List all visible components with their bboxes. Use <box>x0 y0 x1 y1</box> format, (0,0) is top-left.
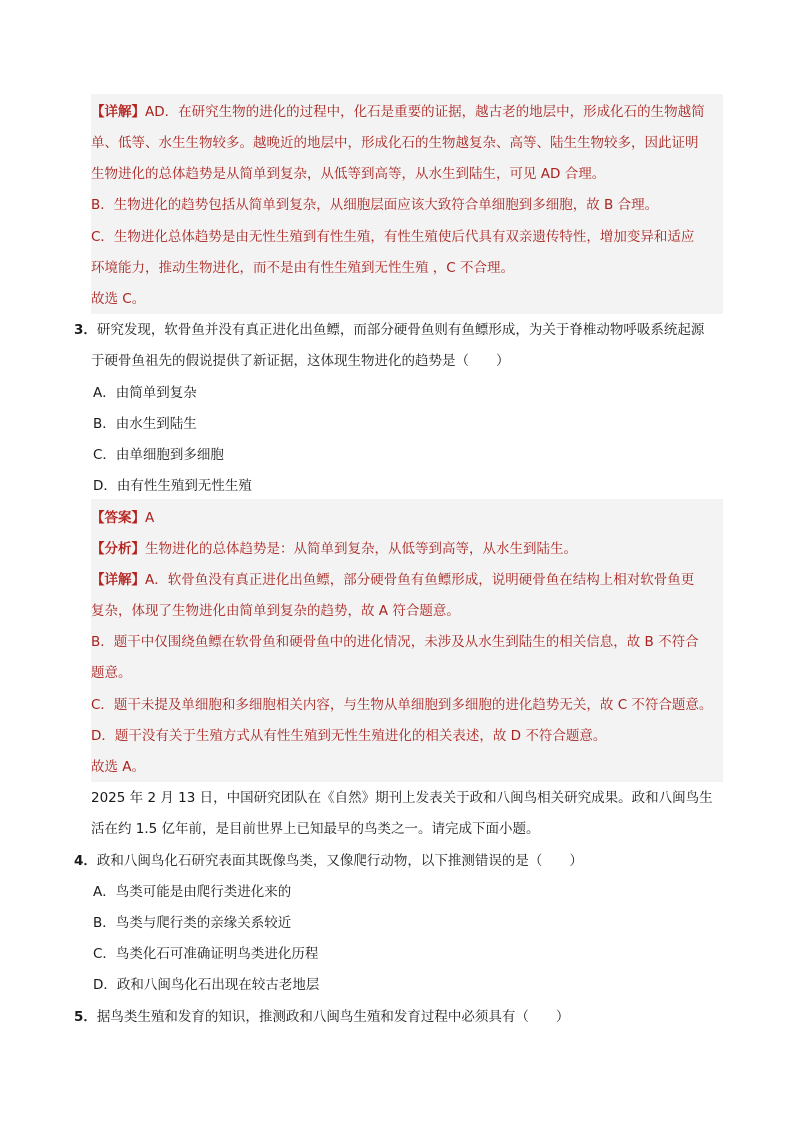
answer-line: 【答案】A <box>91 510 155 526</box>
passage-line: 2025 年 2 月 13 日，中国研究团队在《自然》期刊上发表关于政和八闽鸟相关研究成果。政和八闽鸟生 <box>91 790 713 806</box>
detail-line: B．生物进化的趋势包括从简单到复杂，从细胞层面应该大致符合单细胞到多细胞，故 B 合理。 <box>91 197 659 213</box>
option-c: C．由单细胞到多细胞 <box>93 447 224 463</box>
conclusion-line: 故选 A。 <box>91 759 146 775</box>
detail-line: 【详解】A．软骨鱼没有真正进化出鱼鳔，部分硬骨鱼有鱼鳔形成，说明硬骨鱼在结构上相对软骨鱼更 <box>91 572 695 588</box>
detail-tag: 【详解】 <box>91 104 145 120</box>
option-a: A．鸟类可能是由爬行类进化来的 <box>93 884 292 900</box>
option-d: D．政和八闽鸟化石出现在较古老地层 <box>93 977 320 993</box>
detail-line: 单、低等、水生生物较多。越晚近的地层中，形成化石的生物越复杂、高等、陆生生物较多，因此证明 <box>91 135 699 151</box>
question-number: 3． <box>74 322 97 338</box>
detail-line: C．题干未提及单细胞和多细胞相关内容，与生物从单细胞到多细胞的进化趋势无关，故 C 不符合题意。 <box>91 697 713 713</box>
question-3-stem-cont: 于硬骨鱼祖先的假说提供了新证据，这体现生物进化的趋势是（ ） <box>91 353 510 369</box>
question-number: 4． <box>74 853 97 869</box>
passage-line: 活在约 1.5 亿年前，是目前世界上已知最早的鸟类之一。请完成下面小题。 <box>91 821 540 837</box>
detail-line: C．生物进化总体趋势是由无性生殖到有性生殖，有性生殖使后代具有双亲遗传特性，增加变异和适应 <box>91 229 695 245</box>
analysis-line: 【分析】生物进化的总体趋势是：从简单到复杂，从低等到高等，从水生到陆生。 <box>91 541 577 557</box>
question-number: 5． <box>74 1009 97 1025</box>
question-3-stem: 3．研究发现，软骨鱼并没有真正进化出鱼鳔，而部分硬骨鱼则有鱼鳔形成，为关于脊椎动物呼吸系统起源 <box>74 322 705 338</box>
detail-line: D．题干没有关于生殖方式从有性生殖到无性生殖进化的相关表述，故 D 不符合题意。 <box>91 728 607 744</box>
detail-line: 环境能力，推动生物进化，而不是由有性生殖到无性生殖 ，C 不合理。 <box>91 260 515 276</box>
option-c: C．鸟类化石可准确证明鸟类进化历程 <box>93 946 319 962</box>
question-5-stem: 5．据鸟类生殖和发育的知识，推测政和八闽鸟生殖和发育过程中必须具有（ ） <box>74 1009 570 1025</box>
option-b: B．由水生到陆生 <box>93 416 197 432</box>
detail-line: 题意。 <box>91 665 132 681</box>
detail-tag: 【详解】 <box>91 572 145 588</box>
conclusion-line: 故选 C。 <box>91 291 146 307</box>
analysis-tag: 【分析】 <box>91 541 145 557</box>
detail-line: 【详解】AD．在研究生物的进化的过程中，化石是重要的证据，越古老的地层中，形成化石的生物越简 <box>91 104 705 120</box>
answer-tag: 【答案】 <box>91 510 145 526</box>
option-a: A．由简单到复杂 <box>93 385 197 401</box>
option-d: D．由有性生殖到无性生殖 <box>93 478 252 494</box>
question-4-stem: 4．政和八闽鸟化石研究表面其既像鸟类，又像爬行动物，以下推测错误的是（ ） <box>74 853 583 869</box>
detail-line: B．题干中仅围绕鱼鳔在软骨鱼和硬骨鱼中的进化情况，未涉及从水生到陆生的相关信息，故 B 不符合 <box>91 634 699 650</box>
option-b: B．鸟类与爬行类的亲缘关系较近 <box>93 915 292 931</box>
detail-line: 生物进化的总体趋势是从简单到复杂，从低等到高等，从水生到陆生，可见 AD 合理。 <box>91 166 606 182</box>
detail-line: 复杂，体现了生物进化由简单到复杂的趋势，故 A 符合题意。 <box>91 603 460 619</box>
